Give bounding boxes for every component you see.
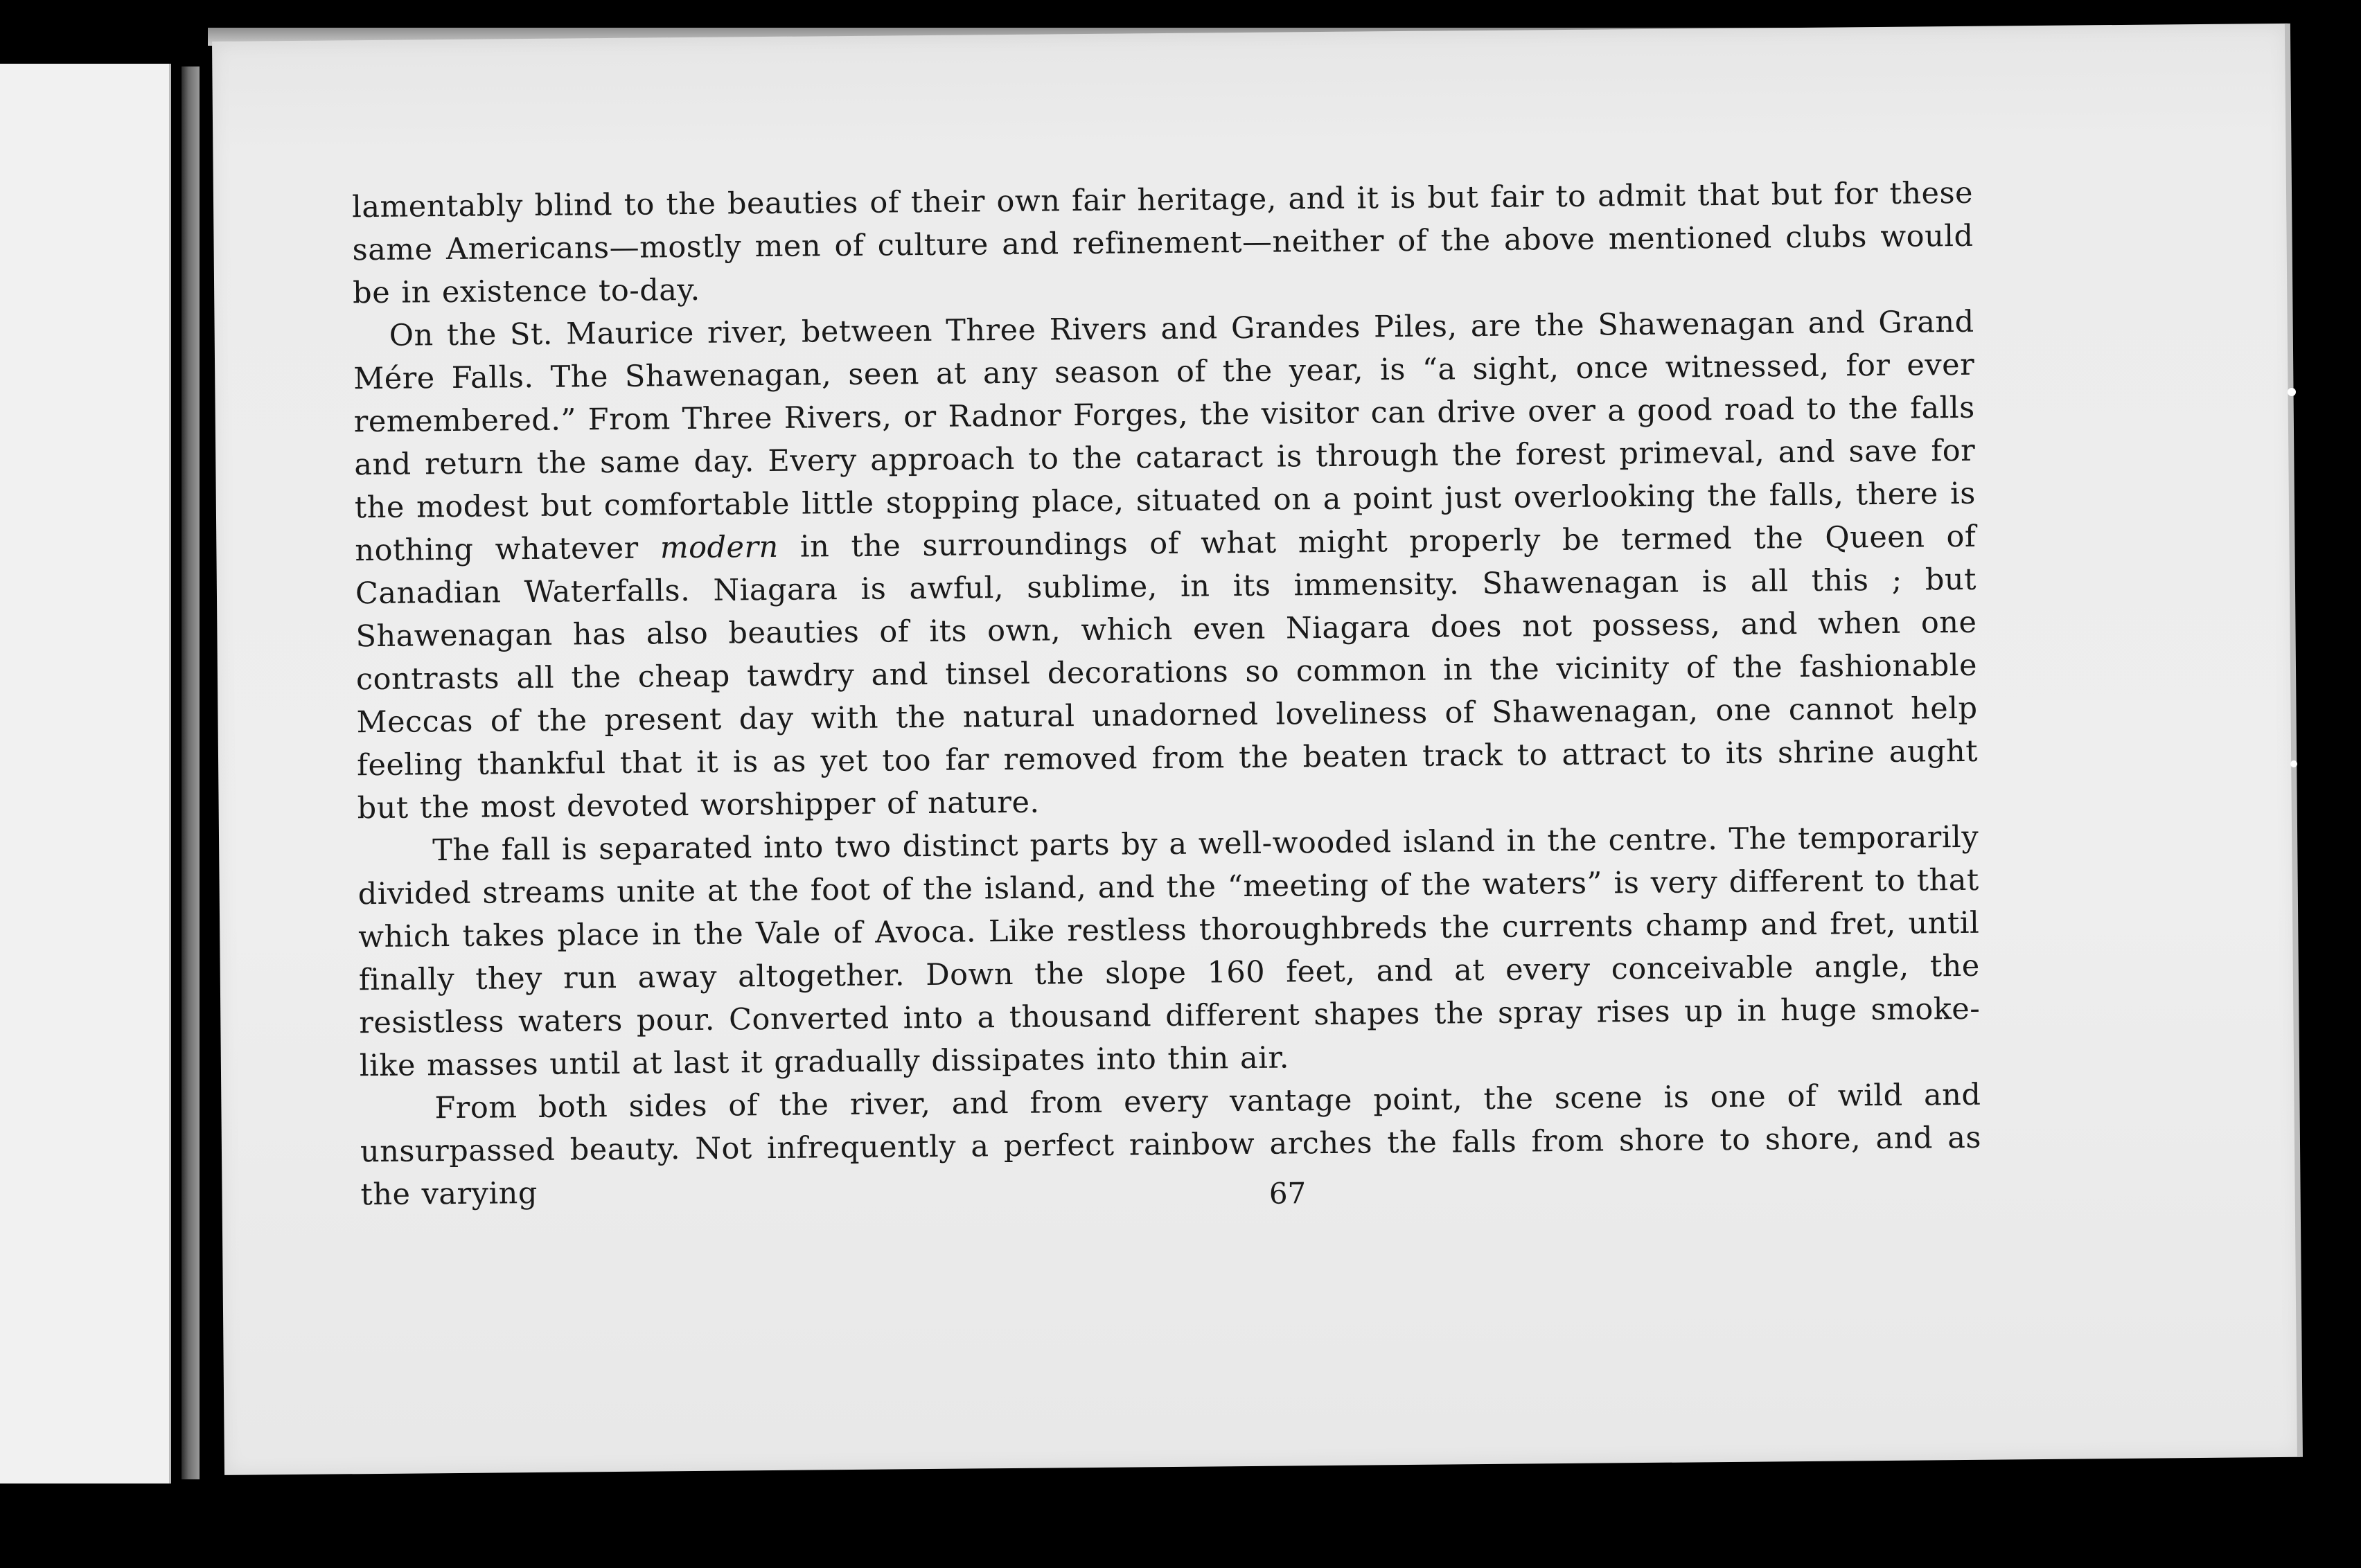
- page-right-edge: [2285, 24, 2303, 1457]
- paragraph: [353, 301, 1978, 830]
- italic-word: modern: [660, 529, 779, 566]
- paragraph-text: lamentably blind to the beauties of their own fair heritage, and it is but fair to admit that but for these same Americans—mostly men of culture and refinement—neither of the above mentioned clubs would be in existence to-day.: [351, 175, 1974, 311]
- page-number: 67: [1268, 1176, 1307, 1211]
- scan-speck: [2288, 388, 2296, 396]
- paragraph-text: in the surroundings of what might properly be termed the Queen of Canadian Waterfalls. Niagara is awful, sublime, in its immensity. Shawenagan is all this ; but Shawenagan has also beauties of its own, which even Niagara does not possess, and when one contrasts all the cheap tawdry and tinsel decorations so common in the vicinity of the fashionable Meccas of the present day with the natural unadorned loveliness of Shawenagan, one cannot help feeling thankful that it is as yet too far removed from the beaten track to attract to its shrine aught but the most devoted worshipper of nature.: [355, 519, 1979, 826]
- paragraph-text: On the St. Maurice river, between Three Rivers and Grandes Piles, are the Shawenagan and Grand Mére Falls. The Shawenagan, seen at any season of the year, is “a sight, once witnessed, for ever remembered.” From Three Rivers, or Radnor Forges, the visitor can drive over a good road to the falls and return the same day. Every approach to the cataract is through the forest primeval, and save for the modest but comfortable little stopping place, situated on a point just overlooking the falls, there is nothing whatever: [353, 304, 1977, 569]
- book-gutter: [182, 66, 200, 1479]
- body-text: [352, 172, 1982, 1216]
- book-page: [212, 24, 2300, 1475]
- scan-speck: [2290, 760, 2297, 767]
- paragraph-text: From both sides of the river, and from every vantage point, the scene is one of wild and unsurpassed beauty. Not infrequently a perfect rainbow arches the falls from shore to shore, and as the varying: [360, 1077, 1982, 1213]
- paragraph: [357, 816, 1981, 1087]
- previous-page-edge: [0, 64, 171, 1484]
- paragraph: [352, 172, 1974, 314]
- paragraph-text: The fall is separated into two distinct parts by a well-wooded island in the centre. The temporarily divided streams unite at the foot of the island, and the “meeting of the waters” is very different to that which takes place in the Vale of Avoca. Like restless thoroughbreds the currents champ and fret, until finally they run away altogether. Down the slope 160 feet, and at every conceivable angle, the resistless waters pour. Converted into a thousand different shapes the spray rises up in huge smoke-like masses until at last it gradually dissipates into thin air.: [357, 819, 1981, 1084]
